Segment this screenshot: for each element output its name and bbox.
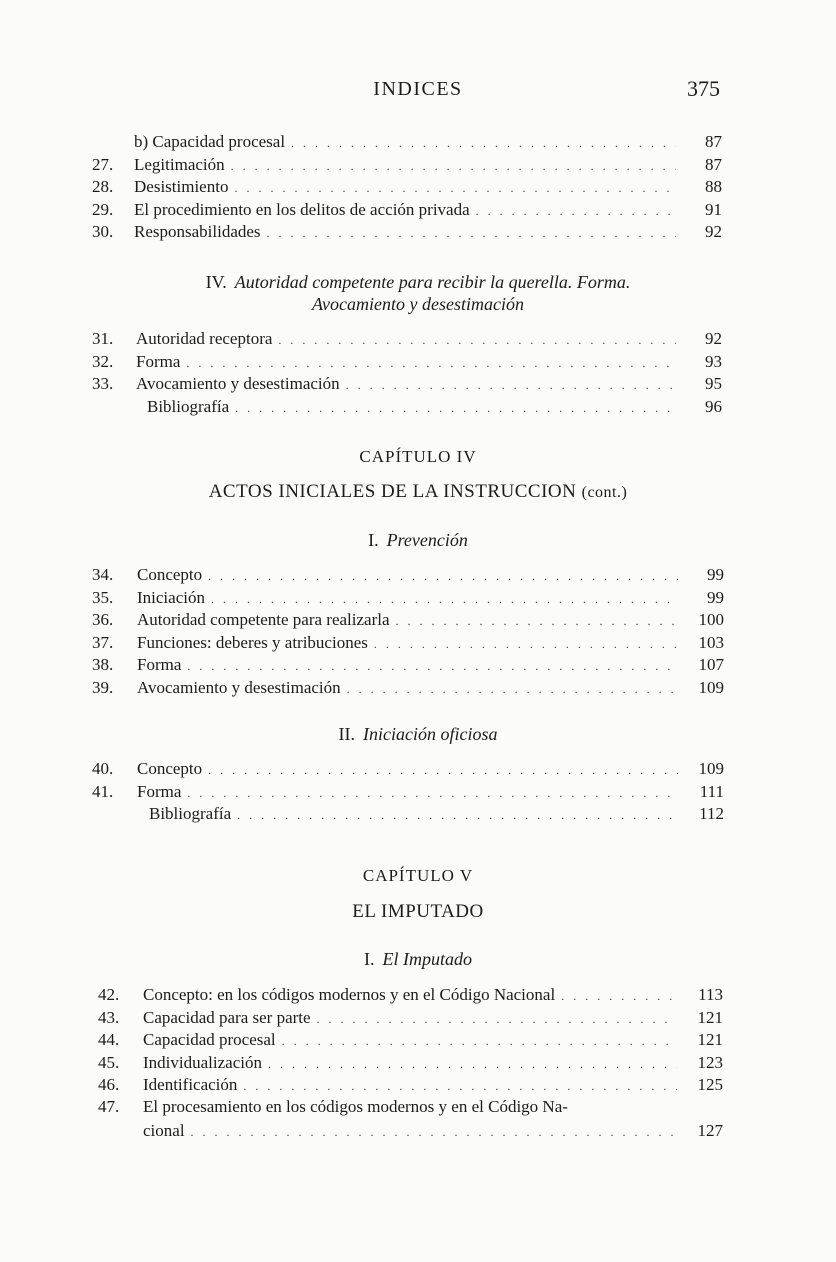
- entry-text: Bibliografía: [147, 396, 230, 416]
- entry-text: Concepto: [137, 565, 203, 584]
- toc-entry: [134, 199, 722, 221]
- toc-entry: [134, 131, 722, 153]
- entry-text: b) Capacidad procesal: [134, 132, 286, 151]
- toc-entry: [143, 1052, 723, 1074]
- toc-entry: [137, 781, 724, 803]
- leader-dots: [317, 1008, 677, 1030]
- entry-text: Responsabilidades: [134, 222, 261, 242]
- entry-page: 93: [705, 351, 722, 371]
- entry-page: 92: [705, 222, 722, 242]
- leader-dots: [234, 177, 676, 199]
- entry-text: Identificación: [143, 1075, 238, 1095]
- entry-number: 29.: [92, 199, 114, 219]
- toc-entry: [137, 564, 724, 586]
- entry-number: 47.: [98, 1097, 120, 1116]
- entry-page: 100: [698, 610, 724, 630]
- entry-page: 87: [705, 132, 722, 151]
- leader-dots: [561, 985, 677, 1007]
- entry-page: 99: [707, 565, 724, 584]
- entry-line-2: [143, 1120, 723, 1142]
- toc-entry: [137, 654, 724, 676]
- section-title: Iniciación oficiosa: [363, 724, 498, 744]
- chapter-4-title-text: ACTOS INICIALES DE LA INSTRUCCION: [208, 481, 577, 502]
- section-numeral: I.: [368, 530, 379, 550]
- entry-text: Autoridad receptora: [136, 329, 273, 348]
- leader-dots: [243, 1075, 677, 1097]
- toc-entry: [137, 609, 724, 631]
- leader-dots: [476, 200, 676, 222]
- entry-number: 46.: [98, 1075, 120, 1095]
- entry-page: 92: [705, 329, 722, 348]
- entry-number: 27.: [92, 154, 114, 174]
- entry-text: El procedimiento en los delitos de acción privada: [134, 199, 470, 219]
- section-numeral: IV.: [205, 272, 227, 292]
- chapter-5-title: EL IMPUTADO: [352, 901, 484, 922]
- entry-page: 88: [705, 177, 722, 197]
- entry-number: 35.: [92, 587, 114, 607]
- entry-text: Iniciación: [137, 587, 205, 607]
- entry-text: Funciones: deberes y atribuciones: [137, 632, 368, 652]
- entry-text: Avocamiento y desestimación: [136, 374, 340, 394]
- chapter-5-label: CAPÍTULO V: [362, 866, 474, 885]
- leader-dots: [187, 655, 678, 677]
- entry-number: 31.: [92, 329, 114, 348]
- section-numeral: II.: [338, 724, 355, 744]
- entry-number: 36.: [92, 610, 114, 630]
- entry-number: 43.: [98, 1007, 120, 1027]
- entry-page: 125: [697, 1075, 723, 1095]
- entry-text: Forma: [137, 781, 182, 801]
- entry-text: Legitimación: [134, 154, 225, 174]
- entry-number: 30.: [92, 222, 114, 242]
- toc-entry: [134, 221, 722, 243]
- leader-dots: [291, 132, 676, 154]
- toc-entry: [136, 373, 722, 395]
- leader-dots: [268, 1053, 677, 1075]
- entry-page: 99: [707, 587, 724, 607]
- entry-number: 38.: [92, 655, 114, 675]
- entry-page: 127: [697, 1121, 723, 1140]
- leader-dots: [374, 633, 678, 655]
- entry-number: 32.: [92, 351, 114, 371]
- toc-entry: [137, 632, 724, 654]
- entry-page: 87: [705, 154, 722, 174]
- toc-entry: [143, 1007, 723, 1029]
- entry-page: 113: [698, 985, 723, 1004]
- entry-number: 28.: [92, 177, 114, 197]
- entry-text: Forma: [137, 655, 182, 675]
- leader-dots: [346, 374, 676, 396]
- chapter-4-label: CAPÍTULO IV: [359, 447, 477, 466]
- leader-dots: [282, 1030, 677, 1052]
- leader-dots: [347, 678, 678, 700]
- entry-page: 107: [698, 655, 724, 675]
- entry-page: 91: [705, 199, 722, 219]
- entry-number: 45.: [98, 1052, 120, 1072]
- entry-page: 123: [697, 1052, 723, 1072]
- leader-dots: [235, 397, 676, 419]
- section-title-line-1: Autoridad competente para recibir la querella. Forma.: [234, 272, 631, 292]
- section-heading-imputado: [0, 949, 836, 970]
- entry-text: Capacidad procesal: [143, 1030, 276, 1050]
- entry-text: Forma: [136, 351, 181, 371]
- entry-number: 40.: [92, 759, 114, 778]
- toc-entry: [134, 176, 722, 198]
- entry-text: Autoridad competente para realizarla: [137, 610, 390, 630]
- leader-dots: [237, 804, 678, 826]
- entry-number: 34.: [92, 565, 114, 584]
- section-heading-iniciacion-oficiosa: [0, 724, 836, 745]
- toc-entry: [134, 154, 722, 176]
- entry-number: 42.: [98, 985, 120, 1004]
- section-heading-iv-line-2: [0, 294, 836, 315]
- leader-dots: [208, 759, 678, 781]
- leader-dots: [278, 329, 676, 351]
- entry-page: 109: [698, 759, 724, 778]
- entry-page: 111: [699, 781, 724, 801]
- section-title-line-2: Avocamiento y desestimación: [312, 294, 524, 314]
- toc-entry: [143, 1074, 723, 1096]
- entry-page: 95: [705, 374, 722, 394]
- page-number: 375: [687, 76, 720, 101]
- entry-text: Desistimiento: [134, 177, 229, 197]
- leader-dots: [191, 1121, 677, 1143]
- leader-dots: [211, 588, 678, 610]
- entry-text: Individualización: [143, 1052, 262, 1072]
- entry-page: 103: [698, 632, 724, 652]
- toc-entry: [136, 351, 722, 373]
- section-heading-prevencion: [0, 530, 836, 551]
- leader-dots: [208, 565, 678, 587]
- leader-dots: [267, 222, 676, 244]
- section-heading-iv: [0, 272, 836, 293]
- entry-page: 96: [705, 396, 722, 416]
- entry-text: Bibliografía: [149, 804, 232, 824]
- toc-entry: [137, 677, 724, 699]
- entry-text: Concepto: [137, 759, 203, 778]
- section-title: El Imputado: [382, 949, 472, 969]
- entry-text-line-2: cional: [143, 1121, 185, 1140]
- running-title: INDICES: [373, 78, 463, 100]
- leader-dots: [187, 782, 678, 804]
- entry-page: 112: [699, 804, 724, 824]
- entry-page: 109: [698, 678, 724, 697]
- toc-entry: [149, 803, 724, 825]
- entry-text: Avocamiento y desestimación: [137, 678, 341, 697]
- entry-page: 121: [697, 1007, 723, 1027]
- entry-number: 37.: [92, 632, 114, 652]
- leader-dots: [186, 352, 676, 374]
- entry-text: Concepto: en los códigos modernos y en el Código Nacional: [143, 985, 556, 1004]
- toc-entry: [147, 396, 722, 418]
- toc-entry: [143, 984, 723, 1006]
- entry-number: 39.: [92, 678, 114, 697]
- entry-text: Capacidad para ser parte: [143, 1007, 311, 1027]
- entry-number: 33.: [92, 374, 114, 394]
- toc-entry: [143, 1029, 723, 1051]
- chapter-4-title-suffix: (cont.): [581, 484, 628, 501]
- section-numeral: I.: [364, 949, 375, 969]
- entry-page: 121: [697, 1030, 723, 1050]
- leader-dots: [396, 610, 678, 632]
- entry-number: 41.: [92, 781, 114, 801]
- leader-dots: [231, 155, 676, 177]
- entry-number: 44.: [98, 1030, 120, 1050]
- entry-text-line-1: El procesamiento en los códigos modernos y en el Código Na-: [143, 1097, 568, 1116]
- chapter-4-title: [0, 481, 836, 503]
- toc-entry: [137, 587, 724, 609]
- section-title: Prevención: [386, 530, 468, 550]
- toc-entry: [137, 758, 724, 780]
- toc-entry: [136, 328, 722, 350]
